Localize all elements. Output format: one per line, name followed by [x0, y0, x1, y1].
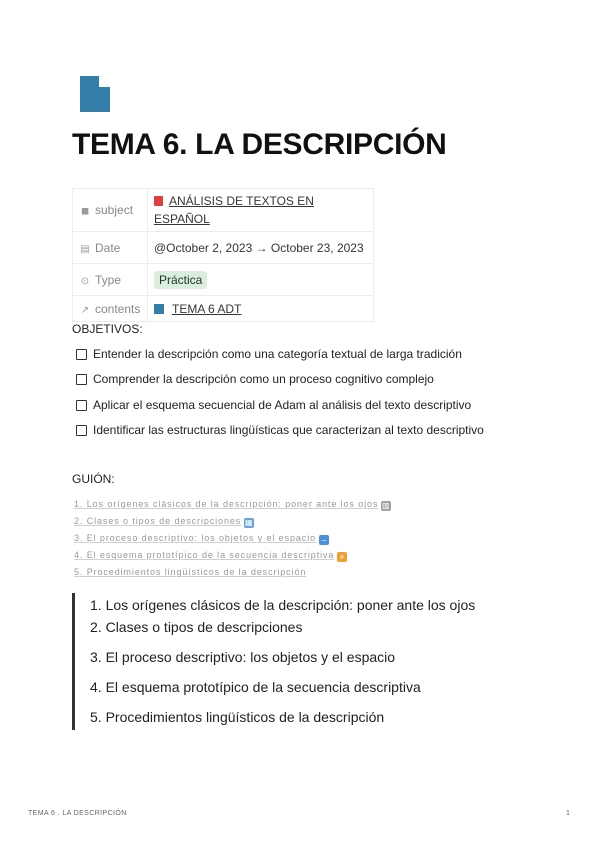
toc-item[interactable]: 2. Clases o tipos de descripciones ▦	[74, 516, 254, 527]
table-of-contents	[74, 496, 391, 581]
property-value-type[interactable]	[148, 264, 374, 296]
checkbox[interactable]	[76, 425, 87, 436]
select-icon: ⊙	[80, 275, 90, 287]
list-item: 3. El proceso descriptivo: los objetos y el espacio	[90, 649, 396, 665]
page-square-icon	[154, 304, 164, 314]
classical-building-icon: ▥	[382, 501, 391, 510]
todo-item: Aplicar el esquema secuencial de Adam al análisis del texto descriptivo	[76, 398, 471, 412]
footer-title: TEMA 6 . LA DESCRIPCIÓN	[28, 810, 127, 817]
page-number: 1	[566, 810, 570, 817]
property-row-subject	[73, 189, 374, 232]
property-row-type	[73, 264, 374, 296]
properties-table	[72, 188, 374, 322]
right-arrow-icon: →	[319, 535, 329, 544]
page-title: TEMA 6. LA DESCRIPCIÓN	[72, 128, 447, 161]
property-value-subject[interactable]	[148, 189, 374, 232]
property-row-contents	[73, 296, 374, 322]
contents-link[interactable]: TEMA 6 ADT	[172, 301, 242, 316]
property-value-contents[interactable]	[148, 296, 374, 322]
list-item: 4. El esquema prototípico de la secuencia descriptiva	[90, 679, 421, 695]
calendar-icon: ▤	[80, 243, 90, 255]
todo-item: Comprender la descripción como un proceso cognitivo complejo	[76, 372, 434, 386]
fast-forward-icon: »	[337, 552, 347, 562]
quote-bar	[72, 593, 75, 730]
property-name-contents: ↗ contents	[73, 296, 148, 322]
property-name-type: ⊙ Type	[73, 264, 148, 296]
property-value-date[interactable]: @October 2, 2023 → October 23, 2023	[148, 232, 374, 264]
toc-item[interactable]: 1. Los orígenes clásicos de la descripción: poner ante los ojos ▥	[74, 499, 391, 510]
document-icon	[80, 76, 110, 112]
guion-heading: GUIÓN:	[72, 472, 115, 486]
type-tag[interactable]: Práctica	[154, 271, 207, 289]
grid-icon: ▦	[244, 518, 254, 527]
subject-link-cont[interactable]: ESPAÑOL	[154, 212, 210, 226]
todo-item: Identificar las estructuras lingüísticas que caracterizan al texto descriptivo	[76, 423, 484, 437]
checkbox[interactable]	[76, 349, 87, 360]
list-item: 1. Los orígenes clásicos de la descripción: poner ante los ojos	[90, 597, 476, 613]
toc-item[interactable]: 5. Procedimientos lingüísticos de la descripción	[74, 567, 307, 577]
relation-icon: ◼	[80, 206, 90, 217]
subject-link[interactable]: ANÁLISIS DE TEXTOS EN	[169, 194, 314, 208]
list-item: 5. Procedimientos lingüísticos de la descripción	[90, 709, 385, 725]
property-name-subject: ◼ subject	[73, 189, 148, 232]
checkbox[interactable]	[76, 374, 87, 385]
toc-item[interactable]: 3. El proceso descriptivo: los objetos y el espacio →	[74, 533, 329, 544]
list-item: 2. Clases o tipos de descripciones	[90, 619, 303, 635]
property-row-date	[73, 232, 374, 264]
objetivos-heading: OBJETIVOS:	[72, 322, 143, 336]
todo-item: Entender la descripción como una categoría textual de larga tradición	[76, 347, 462, 361]
toc-item[interactable]: 4. El esquema prototípico de la secuencia descriptiva »	[74, 547, 391, 564]
property-name-date: ▤ Date	[73, 232, 148, 264]
arrow-up-right-icon: ↗	[80, 304, 90, 316]
checkbox[interactable]	[76, 400, 87, 411]
book-icon	[154, 196, 163, 206]
